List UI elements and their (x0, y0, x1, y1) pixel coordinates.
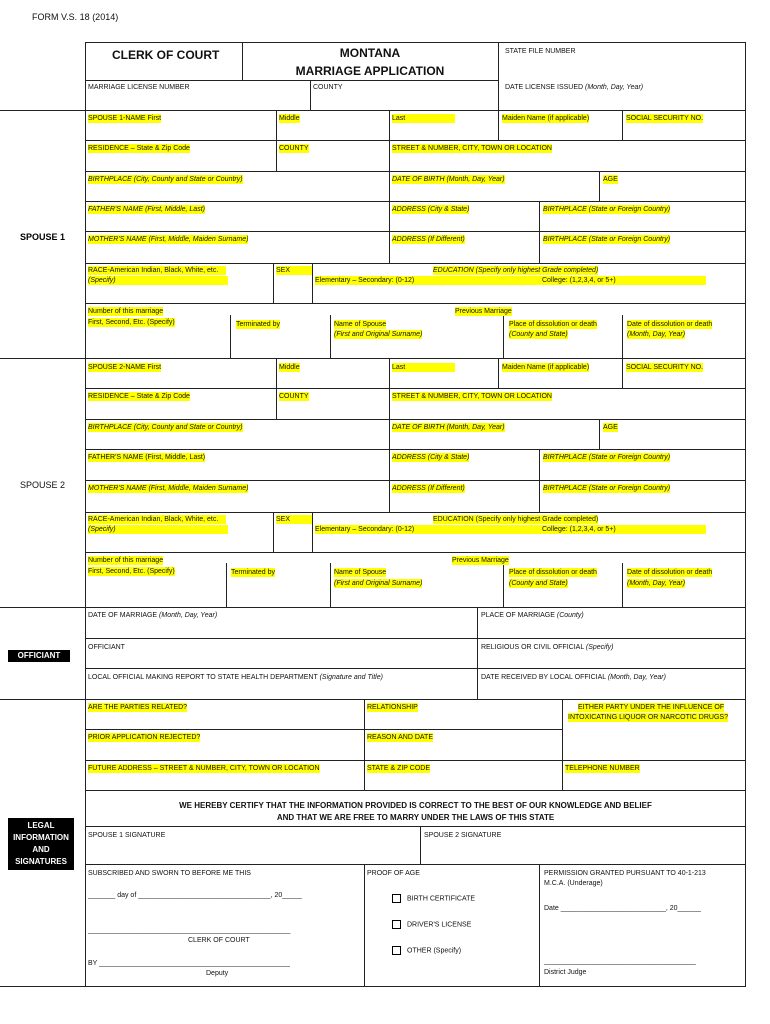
birth-certificate-label: BIRTH CERTIFICATE (407, 895, 476, 903)
clerk-signature-line[interactable]: ____________________________________________________ (88, 927, 291, 934)
spouse1-side-label: SPOUSE 1 (19, 232, 66, 242)
spouse2-prev-spouse-name-hint: (First and Original Surname) (334, 580, 423, 587)
spouse2-dissolution-date-field[interactable]: Date of dissolution or death (627, 569, 713, 576)
spouse1-section (0, 110, 85, 358)
form-id: FORM V.S. 18 (2014) (32, 12, 119, 22)
drivers-license-label: DRIVER'S LICENSE (407, 921, 472, 929)
local-official-field[interactable]: LOCAL OFFICIAL MAKING REPORT TO STATE HEALTH DEPARTMENT (Signature and Title) (88, 674, 383, 681)
spouse2-father-address-field[interactable]: ADDRESS (City & State) (392, 454, 470, 461)
officiant-side-label: OFFICIANT (8, 650, 70, 662)
state-file-number-field[interactable]: STATE FILE NUMBER (505, 48, 576, 55)
state-heading: MONTANA (339, 46, 401, 60)
birth-certificate-checkbox[interactable] (392, 894, 401, 903)
legal-side-line-1: LEGAL (27, 821, 55, 830)
date-of-marriage-field[interactable]: DATE OF MARRIAGE (Month, Day, Year) (88, 612, 218, 619)
deputy-label: Deputy (206, 970, 229, 977)
spouse1-previous-marriage-label: Previous Marriage (455, 308, 512, 315)
spouse2-birthplace-field[interactable]: BIRTHPLACE (City, County and State or Country) (88, 424, 243, 431)
spouse2-education-label: EDUCATION (Specify only highest Grade completed) (433, 516, 599, 523)
spouse2-ssn-field[interactable]: SOCIAL SECURITY NO. (626, 364, 704, 371)
certification-line-1: WE HEREBY CERTIFY THAT THE INFORMATION PROVIDED IS CORRECT TO THE BEST OF OUR KNOWLEDGE AND BELIEF (179, 801, 652, 810)
spouse1-ssn-field[interactable]: SOCIAL SECURITY NO. (626, 115, 704, 122)
spouse1-maiden-name-field[interactable]: Maiden Name (if applicable) (502, 115, 590, 122)
spouse1-dissolution-date-hint: (Month, Day, Year) (627, 331, 686, 338)
relationship-field[interactable]: RELATIONSHIP (367, 704, 418, 711)
judge-signature-line[interactable]: _______________________________________ (544, 958, 696, 965)
spouse2-age-field[interactable]: AGE (603, 424, 618, 431)
spouse2-signature-field[interactable]: SPOUSE 2 SIGNATURE (424, 832, 502, 839)
other-label: OTHER (Specify) (407, 947, 462, 955)
date-issued-hint: (Month, Day, Year) (585, 84, 644, 91)
legal-side-line-3: AND (32, 845, 50, 854)
date-issued-field[interactable] (505, 83, 643, 92)
drivers-license-option[interactable] (392, 920, 471, 929)
date-issued-label: DATE LICENSE ISSUED (505, 84, 584, 91)
spouse2-residence-field[interactable]: RESIDENCE – State & Zip Code (88, 393, 190, 400)
sworn-date-line[interactable]: _______ day of __________________________________, 20_____ (88, 892, 302, 899)
license-number-field[interactable]: MARRIAGE LICENSE NUMBER (88, 84, 190, 91)
judge-date-line[interactable]: Date ___________________________, 20______ (544, 905, 701, 912)
other-option[interactable] (392, 946, 461, 955)
date-received-field[interactable]: DATE RECEIVED BY LOCAL OFFICIAL (Month, Day, Year) (481, 674, 666, 681)
state-zip-field[interactable]: STATE & ZIP CODE (367, 765, 431, 772)
drivers-license-checkbox[interactable] (392, 920, 401, 929)
spouse2-mother-birthplace-field[interactable]: BIRTHPLACE (State or Foreign Country) (543, 485, 671, 492)
spouse1-race-field[interactable]: RACE-American Indian, Black, White, etc. (88, 266, 226, 275)
future-address-field[interactable]: FUTURE ADDRESS – STREET & NUMBER, CITY, TOWN OR LOCATION (88, 765, 320, 772)
spouse2-college-field[interactable]: College: (1,2,3,4, or 5+) (474, 525, 706, 534)
spouse1-street-field[interactable]: STREET & NUMBER, CITY, TOWN OR LOCATION (392, 145, 552, 152)
spouse2-marriage-number-field[interactable]: Number of this marriage (88, 557, 164, 564)
spouse2-middle-name-field[interactable]: Middle (279, 364, 300, 371)
legal-side-line-4: SIGNATURES (15, 857, 67, 866)
permission-underage-label: M.C.A. (Underage) (544, 880, 603, 887)
spouse2-prev-spouse-name-field[interactable]: Name of Spouse (334, 569, 387, 576)
district-judge-label: District Judge (544, 969, 587, 976)
religious-official-field[interactable]: RELIGIOUS OR CIVIL OFFICIAL (Specify) (481, 644, 614, 651)
spouse1-dissolution-place-field[interactable]: Place of dissolution or death (509, 321, 597, 328)
spouse2-father-birthplace-field[interactable]: BIRTHPLACE (State or Foreign Country) (543, 454, 671, 461)
other-checkbox[interactable] (392, 946, 401, 955)
spouse2-dissolution-place-field[interactable]: Place of dissolution or death (509, 569, 597, 576)
spouse2-sex-field[interactable]: SEX (276, 515, 312, 524)
spouse2-previous-marriage-label: Previous Marriage (452, 557, 509, 564)
legal-side-label (8, 818, 74, 870)
spouse2-side-label: SPOUSE 2 (19, 480, 66, 490)
officiant-field[interactable]: OFFICIANT (88, 644, 125, 651)
spouse2-dissolution-place-hint: (County and State) (509, 580, 568, 587)
spouse1-dissolution-date-field[interactable]: Date of dissolution or death (627, 321, 713, 328)
spouse1-mother-birthplace-field[interactable]: BIRTHPLACE (State or Foreign Country) (543, 236, 671, 243)
subscribed-sworn-label: SUBSCRIBED AND SWORN TO BEFORE ME THIS (88, 870, 251, 877)
spouse1-mother-name-field[interactable]: MOTHER'S NAME (First, Middle, Maiden Surname) (88, 236, 249, 243)
spouse1-college-field[interactable]: College: (1,2,3,4, or 5+) (474, 276, 706, 285)
place-of-marriage-field[interactable]: PLACE OF MARRIAGE (County) (481, 612, 584, 619)
clerk-signature-label: CLERK OF COURT (188, 937, 250, 944)
spouse1-race-specify: (Specify) (88, 276, 228, 285)
spouse1-prev-spouse-name-field[interactable]: Name of Spouse (334, 321, 387, 328)
spouse1-father-address-field[interactable]: ADDRESS (City & State) (392, 206, 470, 213)
spouse1-last-name-field[interactable]: Last (392, 114, 455, 123)
permission-label: PERMISSION GRANTED PURSUANT TO 40-1-213 (544, 870, 706, 877)
spouse1-marriage-number-field[interactable]: Number of this marriage (88, 308, 164, 315)
spouse1-mother-address-field[interactable]: ADDRESS (If Different) (392, 236, 465, 243)
spouse2-county-field[interactable]: COUNTY (279, 393, 309, 400)
spouse1-residence-field[interactable]: RESIDENCE – State & Zip Code (88, 145, 190, 152)
telephone-field[interactable]: TELEPHONE NUMBER (565, 765, 640, 772)
spouse2-elementary-field[interactable]: Elementary – Secondary: (0-12) (315, 525, 484, 534)
clerk-heading: CLERK OF COURT (112, 48, 220, 62)
spouse2-race-field[interactable]: RACE-American Indian, Black, White, etc. (88, 515, 226, 524)
spouse1-father-birthplace-field[interactable]: BIRTHPLACE (State or Foreign Country) (543, 206, 671, 213)
certification-line-2: AND THAT WE ARE FREE TO MARRY UNDER THE LAWS OF THIS STATE (276, 813, 555, 822)
prior-rejected-field[interactable]: PRIOR APPLICATION REJECTED? (88, 734, 201, 741)
spouse2-terminated-by-field[interactable]: Terminated by (231, 569, 275, 576)
proof-of-age-label: PROOF OF AGE (367, 870, 420, 877)
spouse2-father-name-field[interactable]: FATHER'S NAME (First, Middle, Last) (88, 454, 206, 461)
spouse2-race-specify: (Specify) (88, 525, 228, 534)
influence-field-line2: INTOXICATING LIQUOR OR NARCOTIC DRUGS? (568, 714, 728, 721)
page-title: MARRIAGE APPLICATION (295, 64, 445, 78)
spouse2-first-name-field[interactable]: SPOUSE 2-NAME First (88, 364, 162, 371)
spouse1-terminated-by-field[interactable]: Terminated by (236, 321, 280, 328)
spouse1-prev-spouse-name-hint: (First and Original Surname) (334, 331, 423, 338)
spouse2-maiden-name-field[interactable]: Maiden Name (if applicable) (502, 364, 590, 371)
spouse1-age-field[interactable]: AGE (603, 176, 618, 183)
spouse1-father-name-field[interactable]: FATHER'S NAME (First, Middle, Last) (88, 206, 205, 213)
license-county-field[interactable]: COUNTY (313, 84, 343, 91)
spouse1-marriage-number-hint: First, Second, Etc. (Specify) (88, 319, 175, 326)
deputy-signature-line[interactable]: BY _________________________________________________ (88, 960, 290, 967)
spouse2-dissolution-date-hint: (Month, Day, Year) (627, 580, 686, 587)
spouse1-dob-field[interactable]: DATE OF BIRTH (Month, Day, Year) (392, 176, 505, 183)
spouse2-dob-field[interactable]: DATE OF BIRTH (Month, Day, Year) (392, 424, 505, 431)
spouse1-education-label: EDUCATION (Specify only highest Grade completed) (433, 267, 599, 274)
spouse1-birthplace-field[interactable]: BIRTHPLACE (City, County and State or Country) (88, 176, 243, 183)
spouse2-mother-address-field[interactable]: ADDRESS (If Different) (392, 485, 465, 492)
spouse1-first-name-field[interactable]: SPOUSE 1-NAME First (88, 115, 162, 122)
parties-related-field[interactable]: ARE THE PARTIES RELATED? (88, 704, 188, 711)
birth-certificate-option[interactable] (392, 894, 475, 903)
spouse1-signature-field[interactable]: SPOUSE 1 SIGNATURE (88, 832, 166, 839)
spouse2-mother-name-field[interactable]: MOTHER'S NAME (First, Middle, Maiden Surname) (88, 485, 249, 492)
influence-field[interactable]: EITHER PARTY UNDER THE INFLUENCE OF (578, 704, 725, 711)
spouse1-middle-name-field[interactable]: Middle (279, 115, 300, 122)
legal-side-line-2: INFORMATION (13, 833, 69, 842)
spouse1-dissolution-place-hint: (County and State) (509, 331, 568, 338)
spouse2-marriage-number-hint: First, Second, Etc. (Specify) (88, 568, 175, 575)
spouse2-last-name-field[interactable]: Last (392, 363, 455, 372)
reason-date-field[interactable]: REASON AND DATE (367, 734, 433, 741)
spouse1-elementary-field[interactable]: Elementary – Secondary: (0-12) (315, 276, 484, 285)
spouse2-street-field[interactable]: STREET & NUMBER, CITY, TOWN OR LOCATION (392, 393, 552, 400)
spouse1-sex-field[interactable]: SEX (276, 266, 312, 275)
spouse1-county-field[interactable]: COUNTY (279, 145, 309, 152)
